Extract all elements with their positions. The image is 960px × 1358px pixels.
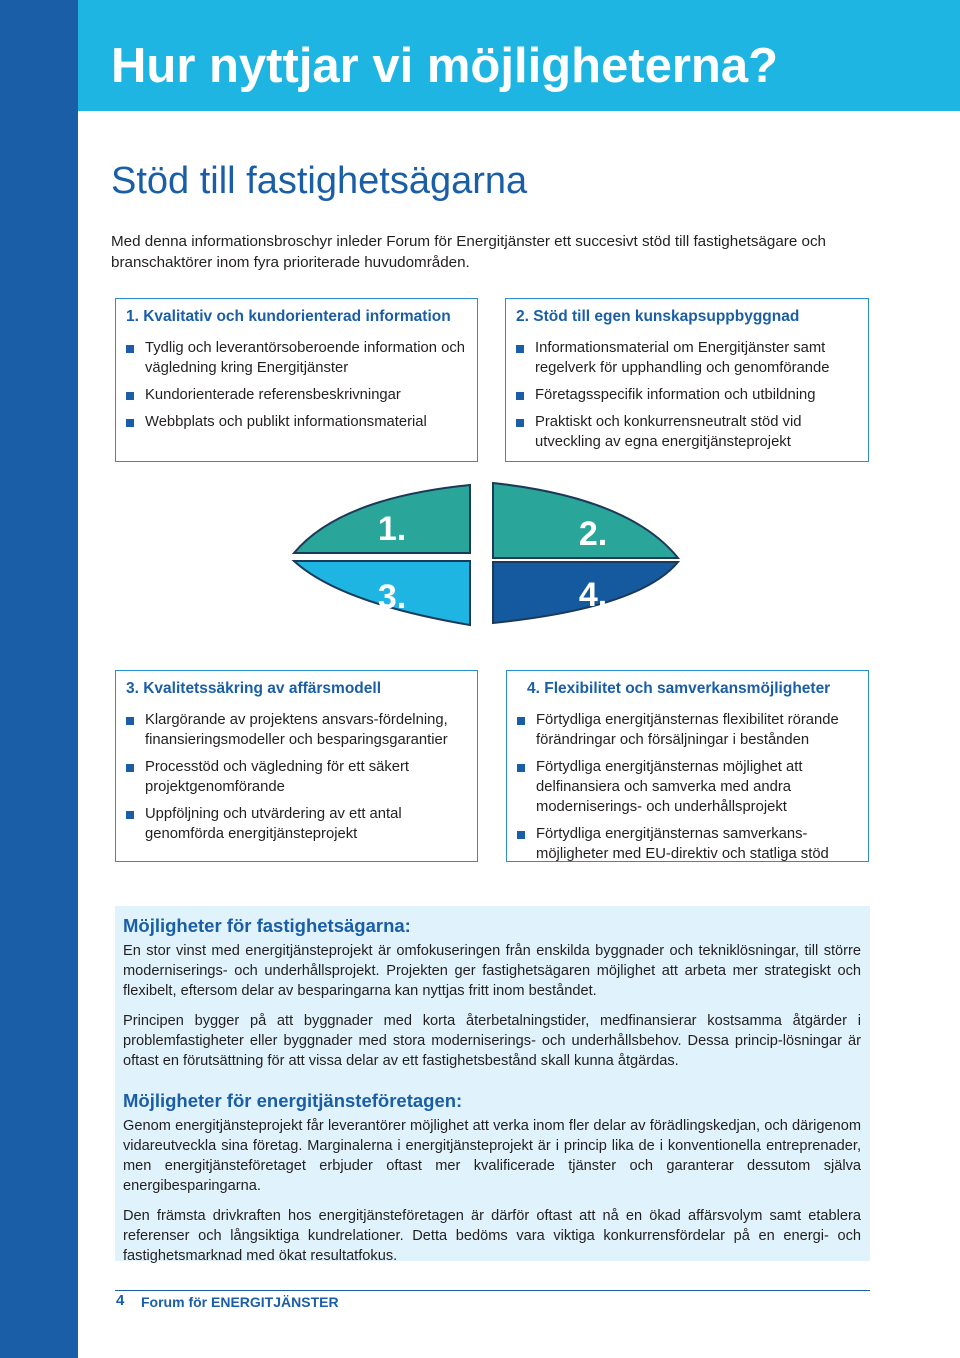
section-subtitle: Stöd till fastighetsägarna — [111, 160, 528, 202]
footer-brand: Forum för ENERGITJÄNSTER — [141, 1294, 339, 1310]
area-box-4 — [506, 670, 869, 862]
area-title-4: 4. Flexibilitet och samverkansmöjligheter — [527, 680, 831, 697]
area-item: Informationsmaterial om Energitjänster samt regelverk för upphandling och genomförande — [516, 339, 856, 379]
area-item: Webbplats och publikt informationsmaterial — [126, 413, 465, 433]
left-accent-bar — [0, 0, 78, 1358]
area-title-2: 2. Stöd till egen kunskapsuppbyggnad — [516, 308, 800, 325]
quadrant-label-1: 1. — [377, 510, 407, 548]
area-item: Klargörande av projektens ansvars-fördelning, finansieringsmodeller och besparingsgarantier — [126, 711, 465, 751]
area-item: Tydlig och leverantörsoberoende information och vägledning kring Energitjänster — [126, 339, 465, 379]
area-box-2 — [505, 298, 869, 462]
quadrant-label-2: 2. — [578, 515, 608, 553]
owners-heading: Möjligheter för fastighetsägarna: — [123, 915, 411, 936]
area-item: Företagsspecifik information och utbildning — [516, 386, 856, 406]
area-item: Uppföljning och utvärdering av ett antal genomförda energitjänsteprojekt — [126, 805, 465, 845]
owners-paragraph-1: En stor vinst med energitjänsteprojekt är omfokuseringen från enskilda byggnader och tekniklösningar, till större moderniserings- och underhållsprojekt. Projekten ger fastighetsägaren möjlighet att arbeta mer strategiskt och flexibelt, eftersom delar av besparingarna kan nyttjas fritt inom beståndet. — [123, 943, 861, 1000]
area-item: Kundorienterade referensbeskrivningar — [126, 386, 465, 406]
intro-paragraph: Med denna informationsbroschyr inleder Forum för Energitjänster ett succesivt stöd till fastighetsägare och branschaktörer inom fyra prioriterade huvudområden. — [111, 233, 826, 272]
area-item: Förtydliga energitjänsternas flexibilitet rörande förändringar och försäljningar i bestånden — [517, 711, 856, 751]
quadrant-label-3: 3. — [377, 578, 407, 616]
page-title: Hur nyttjar vi möjligheterna? — [111, 39, 779, 93]
companies-heading: Möjligheter för energitjänsteföretagen: — [123, 1089, 463, 1111]
companies-paragraph-2: Den främsta drivkraften hos energitjänsteföretagen är därför oftast att nå en ökad affärsvolym samt etablera referenser och långsiktiga kundrelationer. Detta bedöms vara viktiga konkurrensfördelar på en energi- och fastighetsmarknad med ökat resultatfokus. — [123, 1207, 861, 1264]
area-list-4 — [517, 711, 856, 865]
area-title-3: 3. Kvalitetssäkring av affärsmodell — [126, 680, 382, 697]
info-panel — [115, 906, 870, 1264]
area-box-1 — [115, 298, 478, 462]
area-item: Praktiskt och konkurrensneutralt stöd vid utveckling av egna energitjänsteprojekt — [516, 413, 856, 453]
companies-paragraph-1: Genom energitjänsteprojekt får leverantörer möjlighet att verka inom fler delar av förädlingskedjan, och därigenom vidareutveckla sina företag. Marginalerna i energitjänsteprojekt är i princip lika de i konventionella entreprenader, men energitjänsteföretaget erbjuder oftast mer kvalificerade tjänster och garanterar dessutom själva energibesparingarna. — [123, 1118, 861, 1195]
area-list-2 — [516, 339, 856, 453]
area-title-1: 1. Kvalitativ och kundorienterad information — [126, 308, 451, 325]
page-number: 4 — [116, 1292, 125, 1309]
quadrant-label-4: 4. — [578, 576, 608, 614]
area-list-1 — [126, 339, 465, 433]
quadrant-diagram — [280, 478, 690, 628]
footer-divider — [115, 1290, 870, 1291]
area-list-3 — [126, 711, 465, 845]
area-item: Förtydliga energitjänsternas samverkans-möjligheter med EU-direktiv och statliga stöd — [517, 825, 856, 865]
area-box-3 — [115, 670, 478, 862]
area-item: Förtydliga energitjänsternas möjlighet att delfinansiera och samverka med andra moderniserings- och underhållsprojekt — [517, 758, 856, 818]
area-item: Processtöd och vägledning för ett säkert projektgenomförande — [126, 758, 465, 798]
owners-paragraph-2: Principen bygger på att byggnader med korta återbetalningstider, medfinansierar kostsamma åtgärder i problemfastigheter eller byggnader med stora moderniserings- och underhållsbehov. Dessa princip-lösningar är oftast en förutsättning för att vissa delar av ett fastighetsbestånd skall kunna åtgärdas. — [123, 1012, 861, 1069]
